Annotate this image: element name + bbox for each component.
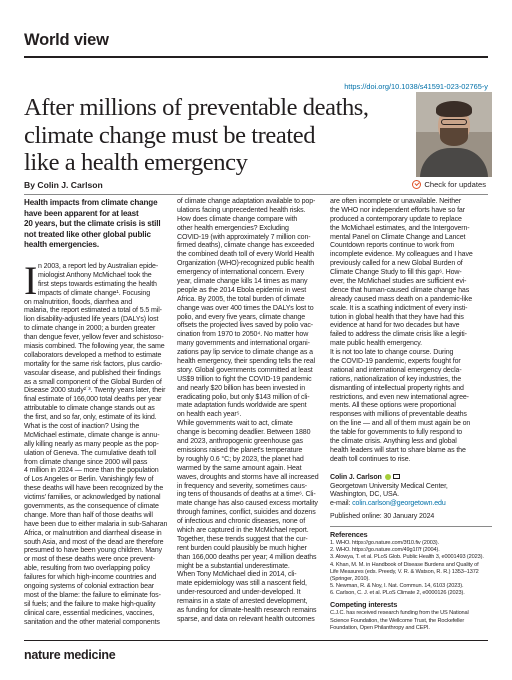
body-line: of climate change adaptation available to pop- (177, 198, 316, 205)
affiliation-line: Georgetown University Medical Center, (330, 482, 448, 490)
standfirst-line: Health impacts from climate change (24, 198, 158, 207)
body-line: miologist Anthony McMichael took the (38, 271, 152, 279)
published-rule (330, 526, 492, 527)
journal-name: nature medicine (24, 648, 116, 662)
body-line: vascular disease, and published their findings (24, 369, 161, 377)
competing-interests-heading: Competing interests (330, 600, 398, 610)
body-line: these deaths will have been recognized by the (24, 485, 164, 493)
body-line: people as the 2014 Ebola epidemic in west (177, 286, 307, 294)
body-line: lion disability-adjusted life years (DALYs) lost (24, 316, 159, 324)
body-text (24, 299, 170, 628)
reference-item: 5. Newman, R. & Noy, I. Nat. Commun. 14, 6103 (2023). (330, 583, 464, 590)
reference-item: 1. WHO. https://go.nature.com/3f10.fiv (2003). (330, 539, 439, 546)
body-line: restrictions, and even new international agree- (330, 393, 469, 401)
body-line: already caused mass death on a pandemic-like (330, 295, 473, 303)
body-line: than dengue fever, yellow fever and schistoso- (24, 334, 164, 342)
body-line: and 2023, anthropogenic greenhouse gas (177, 438, 303, 446)
body-line: Climate Change Study to fill this gap⁶. How- (330, 269, 462, 277)
body-line: tution in global health that they have had this (330, 313, 464, 321)
body-line: as funding for climate-health research remains (177, 606, 317, 614)
body-line: most of the blame: the failure to eliminate fos- (24, 591, 161, 599)
body-line: by roughly 0.6 °C; by 2023, the planet had (177, 455, 304, 463)
body-line: sil fuels; and the failure to make high-quality (24, 600, 156, 608)
check-for-updates-button[interactable] (412, 180, 486, 189)
body-line: offsets the projected lives saved by polio vac- (177, 322, 314, 330)
body-line: sanitation and the other material components (24, 618, 160, 626)
body-line: and nearly $20 billion has been invested in (177, 384, 306, 392)
body-line: 4 million in 2024 — more than the population (24, 467, 159, 475)
body-line: the WHO nor independent efforts have so far (330, 206, 465, 214)
body-line: of infectious and chronic diseases, none of (177, 518, 306, 526)
email-link[interactable]: colin.carlson@georgetown.edu (352, 500, 446, 508)
body-line: are often incomplete or unavailable. Neither (330, 198, 462, 205)
body-line: south Asia, and most of the dead are therefore (24, 538, 164, 546)
body-line: as a small component of the Global Burden of (24, 378, 162, 386)
affiliation-line: Washington, DC, USA. (330, 491, 400, 499)
body-line: Africa, or malnutrition and diarrheal disease in (24, 529, 162, 537)
body-line: Together, these trends suggest that the cur- (177, 535, 308, 543)
body-line: to climate change in 2000; a burden greater (24, 325, 156, 333)
body-line: mate change has also caused excess mortality (177, 500, 318, 508)
body-line: failures for which high-income countries and (24, 574, 157, 582)
body-line: ments. All these options were proportional (330, 402, 456, 410)
body-line: zations pay lip service to climate change as a (177, 349, 313, 357)
standfirst-line: 20 years, but the climate crisis is still (24, 219, 161, 229)
body-line: scale. It is a scathing indictment of every insti- (330, 304, 468, 312)
reference-item: 2. WHO. https://go.nature.com/49g1I7f (2004). (330, 547, 440, 554)
body-line: rations, nationalization of key industries, the (330, 375, 462, 383)
body-line: might be a substantial underestimate. (177, 562, 290, 570)
body-line: mate public health emergency. (330, 340, 422, 348)
competing-interests-text (330, 610, 492, 632)
body-line: Organization (WHO)-recognized public health (177, 260, 315, 268)
body-line: ever, the McMichael studies are sufficient evi- (330, 278, 467, 286)
body-line: the COVID-19 pandemic, experts fought for (330, 358, 461, 366)
body-line: malaria, the report estimated a total of 5.5 mil- (24, 307, 162, 315)
body-line: the table for governments to fully respond to (330, 429, 463, 437)
body-line: What is the cost of inaction? Using the (24, 423, 140, 430)
byline-rule (24, 194, 488, 195)
reference-item: Life Measures (eds. Preedy, V. R. & Watson, R. R.) 1353–1372 (330, 568, 479, 575)
body-line: ally killing nearly as many people as the pop- (24, 440, 159, 448)
body-line: many governments and international organi- (177, 340, 310, 348)
body-line: ing tens of thousands of deaths at a time⁶. Cli- (177, 491, 316, 499)
references-list (330, 540, 492, 598)
body-line: under-resourced and under-developed. It (177, 589, 301, 597)
standfirst-line: not treated like other global public (24, 229, 151, 239)
body-line: emergency of international concern. Every (177, 269, 305, 277)
references-heading: References (330, 530, 368, 540)
body-line: incomplete evidence. My colleagues and I have (330, 251, 473, 259)
published-date: Published online: 30 January 2024 (330, 513, 435, 521)
byline: By Colin J. Carlson (24, 180, 103, 190)
body-line: national and international emergency decla- (330, 366, 462, 374)
author-name-line: Colin J. Carlson (330, 474, 492, 483)
body-line: waves, droughts and storms have all increased (177, 473, 319, 481)
reference-item: 4. Khan, M. M. in Handbook of Disease Burdens and Quality of (330, 561, 479, 568)
body-line: previously called for a new Global Burden of (330, 260, 463, 268)
body-line: have been due to either malaria in sub-Saharan (24, 520, 168, 528)
body-line: When Tony McMichael died in 2014, cli- (177, 571, 297, 579)
body-line: McMichael estimate, climate change is annu- (24, 431, 160, 439)
competing-line: Science Foundation, the Wellcome Trust, the Rockefeller (330, 617, 465, 624)
body-line: evidence at hand for two decades but have (330, 322, 460, 330)
body-line: miasis combined. The following year, the same (24, 342, 165, 350)
body-text (330, 198, 492, 465)
body-line: the McMichael estimates, and the Intergovern- (330, 224, 470, 232)
body-line: on the line — and all of them must again be on (330, 420, 471, 428)
column-1 (24, 198, 170, 627)
body-line: warmed by the same amount again. Heat (177, 464, 302, 472)
body-line: dismantling of intellectual property rights and (330, 384, 464, 392)
body-line: polio, and every five years, climate change (177, 313, 306, 321)
headline-line: climate change must be treated (24, 121, 316, 149)
standfirst-line: health emergencies. (24, 240, 99, 250)
body-line: which are captured in the McMichael report. (177, 526, 309, 534)
body-line: mate epidemiology was still a nascent field, (177, 580, 307, 588)
body-line: than 166,000 deaths per year; 4 million deaths (177, 553, 317, 561)
body-line: health emergency, their spending tells the real (177, 358, 315, 366)
body-line: year, climate change kills 14 times as many (177, 278, 308, 286)
author-photo (416, 92, 492, 177)
body-line: COVID-19 (with approximately 7 million con- (177, 233, 311, 241)
email-icon (393, 474, 400, 479)
competing-line: Foundation, Open Philanthropy and CEPI. (330, 624, 430, 631)
body-line: failed to address the climate crisis like a legiti- (330, 331, 467, 339)
body-line: responses with millions of preventable deaths (330, 411, 467, 419)
body-line: in frequency and severity, sometimes caus- (177, 482, 307, 490)
footer-rule (24, 640, 488, 641)
body-line: able, resulting from two overlapping policy (24, 565, 151, 573)
body-line: attributable to climate change stands out as (24, 405, 155, 413)
check-updates-label: Check for updates (424, 180, 486, 189)
doi-link[interactable]: https://doi.org/10.1038/s41591-023-02765-y (344, 82, 488, 91)
body-line: change was over 400 times the DALYs lost to (177, 304, 314, 312)
body-line: on malnutrition, floods, diarrhea and (24, 298, 132, 306)
body-line: change. More than half of those deaths will (24, 511, 153, 519)
competing-line: C.J.C. has received research funding from the US National (330, 610, 469, 617)
check-updates-icon (412, 180, 421, 189)
body-line: change is becoming deadlier. Between 1880 (177, 429, 311, 437)
body-line: While governments wait to act, climate (177, 420, 293, 428)
headline-line: After millions of preventable deaths, (24, 94, 369, 121)
body-line: ongoing systems of colonial extraction bear (24, 583, 154, 591)
reference-item: 6. Carlson, C. J. et al. PLoS Climate 2, e0000126 (2023). (330, 590, 465, 597)
email-prefix: e-mail: (330, 500, 353, 508)
standfirst-line: have been apparent for at least (24, 208, 139, 218)
body-line: of Los Angeles or Berlin. Vanishingly few of (24, 476, 154, 484)
drop-cap: I (24, 257, 38, 303)
body-line: produced a contemporary update to replace (330, 215, 462, 223)
column-2 (177, 198, 323, 625)
body-line: the climate crisis. Anything less and global (330, 438, 457, 446)
body-line: emissions raised the planet's temperature (177, 446, 303, 454)
body-line: It is not too late to change course. During (330, 349, 454, 357)
body-line: cination from 1970 to 2050⁴. No matter how (177, 331, 309, 339)
body-line: mental Panel on Climate Change and Lancet (330, 233, 466, 241)
body-line: on health each year⁵. (177, 411, 242, 419)
body-line: rent burden could plausibly be much higher (177, 544, 307, 552)
body-line: Disease 2000 study²˙³. Twenty years later, their (24, 387, 166, 395)
email-line (330, 500, 492, 509)
header-rule (24, 56, 488, 58)
body-line: through famines, conflict, suicides and dozens (177, 509, 316, 517)
body-line: final estimate of 166,000 total deaths per year (24, 396, 162, 404)
body-line: first steps towards estimating the health (38, 280, 157, 288)
reference-item: (Springer, 2010). (330, 575, 370, 582)
body-line: n 2003, a report led by Australian epide- (38, 262, 159, 270)
body-text (177, 198, 323, 625)
body-line: health leaders will start to share blame as the (330, 446, 466, 454)
column-3 (330, 198, 492, 632)
body-line: dence that human-caused climate change has (330, 286, 470, 294)
body-line: Countdown reports continue to work from (330, 242, 455, 250)
body-line: the combined death toll of every World Health (177, 251, 315, 259)
body-line: mortality for the same risk factors, plus cardio- (24, 360, 163, 368)
body-line: ulation of Geneva. The cumulative death toll (24, 449, 157, 457)
body-line: US$9 trillion to fight the COVID-19 pandemic (177, 375, 312, 383)
body-line: firmed deaths), climate change has exceeded (177, 242, 315, 250)
body-line: clinical care, essential medicines, vaccines, (24, 609, 155, 617)
body-line: victims' families, or acknowledged by national (24, 494, 161, 502)
body-line: mate adaptation funds worldwide are spent (177, 402, 307, 410)
body-line: presumed to have been young children. Many (24, 547, 162, 555)
body-line: sparse, and data on relevant health outcomes (177, 615, 315, 623)
standfirst (24, 198, 170, 251)
body-line: death toll continues to rise. (330, 455, 411, 463)
body-line: ulations facing unprecedented health risks. (177, 206, 306, 214)
headline (24, 94, 404, 177)
orcid-icon[interactable] (385, 474, 391, 480)
body-line: governments, as the consequence of climate (24, 503, 159, 511)
body-line: remains in a state of arrested development, (177, 598, 308, 606)
section-label: World view (24, 31, 109, 49)
body-line: eradicating polio, but only $143 million of cli- (177, 393, 310, 401)
body-line: collaborators developed a method to estimate (24, 351, 162, 359)
body-line: the first, and so far, only, estimate of its kind. (24, 414, 157, 422)
body-line: other health emergencies? Excluding (177, 224, 289, 232)
body-line: impacts of climate change¹. Focusing (38, 289, 151, 297)
reference-item: 3. Alowya, T. et al. PLoS Glob. Public Health 3, e0001493 (2023). (330, 554, 484, 561)
body-line: story. Global governments committed at least (177, 366, 313, 374)
body-line: from climate change since 2000 will pass (24, 458, 148, 466)
headline-line: like a health emergency (24, 149, 248, 176)
body-line: or most of these deaths were once prevent- (24, 556, 155, 564)
body-line: How does climate change compare with (177, 215, 298, 223)
body-line: Africa. By 2005, the total burden of climate (177, 295, 305, 303)
